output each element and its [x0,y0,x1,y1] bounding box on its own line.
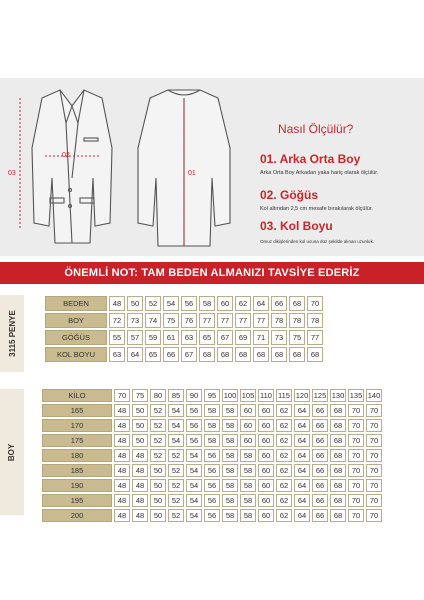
table-cell: 73 [271,330,287,345]
table-cell: 56 [204,479,220,492]
label-03: 03 [8,170,16,177]
table-cell: 62 [276,449,292,462]
table-cell: 48 [132,494,148,507]
step-3-title: 03. Kol Boyu [260,219,333,233]
table-cell: 78 [271,313,287,328]
table-cell: 48 [114,464,130,477]
table-cell: 60 [258,494,274,507]
step-2-desc: Kol altından 2,5 cm mesafe bırakılarak ölçülür. [260,206,373,212]
table-row [42,509,382,522]
table-row [42,449,382,462]
table-cell: 62 [276,419,292,432]
table-cell: 66 [312,449,328,462]
table-cell: 58 [204,404,220,417]
table-cell: 56 [186,404,202,417]
table-row [42,419,382,432]
table-cell: 66 [312,419,328,432]
table-cell: 48 [132,464,148,477]
header-cell: 95 [204,389,220,402]
table-cell: 64 [294,509,310,522]
table-cell: 48 [132,449,148,462]
table-cell: 78 [307,313,323,328]
table-cell: 70 [348,464,364,477]
table-cell: 54 [186,479,202,492]
table-cell: 48 [132,479,148,492]
how-to-measure-heading: Nasıl Ölçülür? [278,122,354,136]
table-cell: 50 [132,404,148,417]
table-cell: 70 [366,464,382,477]
table-cell: 66 [312,434,328,447]
row-header: 170 [42,419,112,432]
table-cell: 68 [330,404,346,417]
table-cell: 60 [240,434,256,447]
measurement-guide [0,78,424,256]
header-cell: 70 [114,389,130,402]
table-cell: 52 [145,296,161,311]
table-header-row [42,389,382,402]
table-cell: 58 [199,296,215,311]
table-cell: 60 [258,434,274,447]
table-cell: 72 [109,313,125,328]
table-cell: 50 [132,434,148,447]
table-row [42,479,382,492]
table-cell: 67 [181,347,197,362]
table-cell: 48 [114,419,130,432]
table-cell: 75 [163,313,179,328]
table-cell: 66 [312,479,328,492]
table-cell: 68 [330,434,346,447]
header-cell: 90 [186,389,202,402]
table-cell: 58 [222,464,238,477]
label-01: 01 [188,170,196,177]
table-cell: 58 [204,419,220,432]
table-cell: 68 [271,347,287,362]
table-cell: 66 [312,464,328,477]
table-cell: 70 [348,449,364,462]
table-row [45,296,323,311]
table-cell: 62 [276,494,292,507]
header-cell: 110 [258,389,274,402]
table-cell: 70 [366,479,382,492]
table-cell: 64 [294,419,310,432]
table-cell: 62 [276,509,292,522]
table-cell: 61 [163,330,179,345]
table-cell: 77 [235,313,251,328]
table-cell: 54 [186,449,202,462]
table-cell: 60 [258,509,274,522]
table-cell: 52 [150,449,166,462]
table-cell: 64 [294,479,310,492]
table-row [42,404,382,417]
table-cell: 50 [150,479,166,492]
table-cell: 48 [114,434,130,447]
table-cell: 54 [168,419,184,432]
table-cell: 60 [258,464,274,477]
table-cell: 54 [186,464,202,477]
table-cell: 50 [127,296,143,311]
table-cell: 50 [150,464,166,477]
table-cell: 48 [114,479,130,492]
step-1-title: 01. Arka Orta Boy [260,152,361,166]
size-measurement-table [43,294,325,364]
table-cell: 58 [204,434,220,447]
table-cell: 52 [150,419,166,432]
header-cell: 125 [313,391,327,400]
table-cell: 60 [217,296,233,311]
table-cell: 68 [307,347,323,362]
table-cell: 70 [348,434,364,447]
table-cell: 66 [312,494,328,507]
table-cell: 62 [276,434,292,447]
table-cell: 58 [222,419,238,432]
table-cell: 67 [217,330,233,345]
header-cell: 100 [223,391,237,400]
table1-side-label: 3115 PENYE [0,295,24,372]
table-cell: 56 [204,509,220,522]
header-cell: 80 [150,389,166,402]
table-cell: 69 [235,330,251,345]
table-cell: 52 [150,434,166,447]
table-cell: 68 [217,347,233,362]
table-cell: 70 [348,479,364,492]
front-jacket-drawing [32,90,112,243]
table-cell: 68 [289,296,305,311]
table-cell: 48 [114,509,130,522]
row-header: 200 [42,509,112,522]
table-cell: 77 [307,330,323,345]
table-cell: 70 [348,404,364,417]
table-cell: 52 [168,449,184,462]
step-3-desc: Omuz dikişlerinden kol ucuna düz şekilde alınan uzunluk. [260,239,375,244]
jacket-illustration [0,78,250,256]
table-cell: 70 [366,494,382,507]
table-row [42,464,382,477]
table-cell: 52 [168,509,184,522]
table-cell: 64 [294,434,310,447]
table-cell: 60 [240,419,256,432]
table-cell: 63 [181,330,197,345]
table-cell: 71 [253,330,269,345]
table-cell: 56 [204,494,220,507]
table-cell: 78 [289,313,305,328]
table-cell: 68 [330,419,346,432]
table-cell: 54 [186,494,202,507]
table-cell: 60 [258,404,274,417]
table-cell: 66 [312,509,328,522]
table-cell: 58 [240,509,256,522]
table-cell: 70 [348,494,364,507]
table-cell: 52 [168,494,184,507]
table-cell: 58 [240,449,256,462]
table-row [42,434,382,447]
row-header: 175 [42,434,112,447]
table-cell: 70 [366,449,382,462]
table-cell: 60 [258,419,274,432]
header-cell: 135 [349,391,363,400]
table-cell: 68 [289,347,305,362]
table-cell: 68 [199,347,215,362]
important-note-bar: ÖNEMLİ NOT: TAM BEDEN ALMANIZI TAVSİYE EDERİZ [0,262,424,284]
table-cell: 75 [289,330,305,345]
weight-height-table [40,387,384,524]
table-row [45,330,323,345]
row-header: 190 [42,479,112,492]
table-cell: 54 [168,434,184,447]
table-cell: 64 [294,404,310,417]
table-cell: 52 [150,404,166,417]
table-cell: 64 [127,347,143,362]
table-cell: 74 [145,313,161,328]
table-cell: 62 [276,464,292,477]
table-cell: 70 [307,296,323,311]
table-cell: 58 [222,509,238,522]
table-cell: 50 [132,419,148,432]
table-cell: 54 [168,404,184,417]
table-cell: 68 [330,464,346,477]
step-2-title: 02. Göğüs [260,188,319,202]
table-cell: 50 [150,494,166,507]
row-header: 185 [42,464,112,477]
table-cell: 77 [217,313,233,328]
table-cell: 77 [199,313,215,328]
row-header: BOY [45,313,107,328]
table-cell: 56 [181,296,197,311]
table-cell: 56 [204,464,220,477]
header-cell: 105 [241,391,255,400]
table-cell: 65 [145,347,161,362]
table-cell: 68 [253,347,269,362]
table-cell: 58 [240,479,256,492]
table-cell: 48 [132,509,148,522]
table-cell: 76 [181,313,197,328]
table-cell: 48 [114,494,130,507]
table-cell: 68 [330,494,346,507]
table-cell: 54 [163,296,179,311]
table-cell: 65 [199,330,215,345]
table-row [45,347,323,362]
table-cell: 52 [168,464,184,477]
table-cell: 50 [150,509,166,522]
table-cell: 60 [258,479,274,492]
row-header: 165 [42,404,112,417]
table-row [45,313,323,328]
row-header: 195 [42,494,112,507]
table-cell: 58 [222,404,238,417]
row-header: BEDEN [45,296,107,311]
table-cell: 57 [127,330,143,345]
table-cell: 58 [222,434,238,447]
table-cell: 58 [240,464,256,477]
row-header: KİLO [42,389,112,402]
table-cell: 58 [240,494,256,507]
table-cell: 73 [127,313,143,328]
table-cell: 70 [366,434,382,447]
row-header: GÖĞÜS [45,330,107,345]
table-cell: 70 [366,509,382,522]
table-cell: 58 [222,449,238,462]
table-cell: 68 [235,347,251,362]
table-cell: 60 [240,404,256,417]
table-cell: 66 [271,296,287,311]
table-cell: 70 [366,419,382,432]
table-cell: 70 [366,404,382,417]
table-cell: 48 [114,404,130,417]
table-cell: 52 [168,479,184,492]
table-cell: 60 [258,449,274,462]
table-cell: 62 [276,404,292,417]
table-cell: 77 [253,313,269,328]
header-cell: 140 [367,391,381,400]
table-cell: 63 [109,347,125,362]
table-cell: 64 [294,464,310,477]
table-cell: 70 [348,509,364,522]
header-cell: 85 [168,389,184,402]
table-cell: 64 [294,449,310,462]
header-cell: 115 [276,389,292,402]
table-cell: 54 [186,509,202,522]
table-cell: 66 [163,347,179,362]
table-cell: 68 [330,509,346,522]
header-cell: 75 [132,389,148,402]
table-cell: 58 [222,479,238,492]
header-cell: 120 [295,391,309,400]
table-cell: 68 [330,449,346,462]
table-cell: 64 [253,296,269,311]
table-cell: 70 [348,419,364,432]
table-cell: 56 [186,419,202,432]
table2-side-label: BOY [0,389,24,515]
table-cell: 48 [109,296,125,311]
row-header: 180 [42,449,112,462]
table-cell: 62 [235,296,251,311]
table-row [42,494,382,507]
row-header: KOL BOYU [45,347,107,362]
label-02: 02 [62,152,70,159]
table-cell: 56 [186,434,202,447]
table-cell: 48 [114,449,130,462]
table-cell: 55 [109,330,125,345]
table-cell: 66 [312,404,328,417]
table-cell: 68 [330,479,346,492]
table-cell: 59 [145,330,161,345]
table-cell: 64 [294,494,310,507]
table-cell: 58 [222,494,238,507]
table-cell: 62 [276,479,292,492]
header-cell: 130 [331,391,345,400]
table-cell: 56 [204,449,220,462]
step-1-desc: Arka Orta Boy Arkadan yaka hariç olarak ölçülür. [260,170,379,176]
